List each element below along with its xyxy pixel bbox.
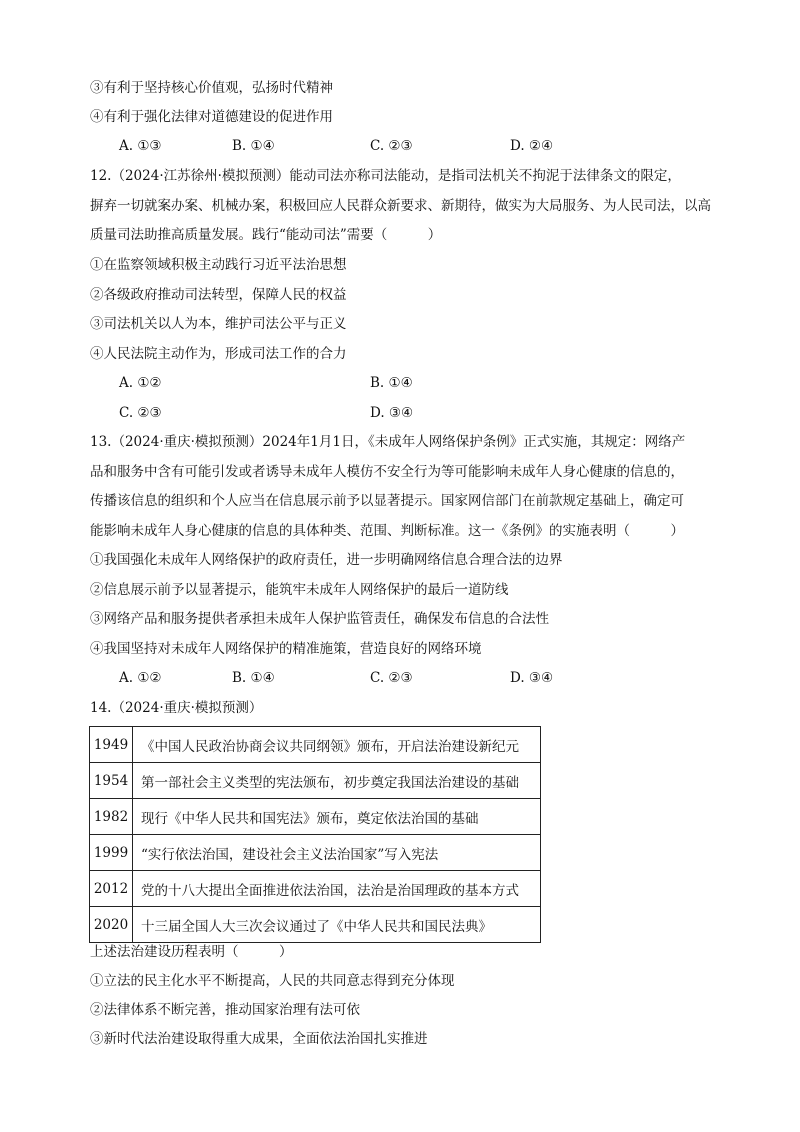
q11-item-4: ④有利于强化法律对道德建设的促进作用: [90, 109, 333, 125]
q13-item-2: ②信息展示前予以显著提示，能筑牢未成年人网络保护的最后一道防线: [90, 582, 509, 598]
table-row: [90, 727, 541, 763]
q13-item-4: ④我国坚持对未成年人网络保护的精准施策，营造良好的网络环境: [90, 641, 482, 657]
q11-item-3: ③有利于坚持核心价值观，弘扬时代精神: [90, 80, 333, 96]
q13-stem-line-4: 能影响未成年人身心健康的信息的具体种类、范围、判断标准。这一《条例》的实施表明（ ）: [90, 523, 684, 539]
q13-stem-line-1: 13.（2024·重庆·模拟预测）2024年1月1日，《未成年人网络保护条例》正式实施，其规定：网络产: [90, 434, 686, 450]
q12-stem-line-1: 12.（2024·江苏徐州·模拟预测）能动司法亦称司法能动，是指司法机关不拘泥于法律条文的限定，: [90, 168, 681, 184]
q11-option-d: D. ②④: [510, 138, 554, 154]
q13-item-3: ③网络产品和服务提供者承担未成年人保护监管责任，确保发布信息的合法性: [90, 611, 549, 627]
event-cell: 十三届全国人大三次会议通过了《中华人民共和国民法典》: [133, 907, 541, 943]
q11-option-a: A. ①③: [119, 138, 162, 154]
q14-item-1: ①立法的民主化水平不断提高，人民的共同意志得到充分体现: [90, 973, 455, 989]
event-cell: 党的十八大提出全面推进依法治国，法治是治国理政的基本方式: [133, 871, 541, 907]
q13-item-1: ①我国强化未成年人网络保护的政府责任，进一步明确网络信息合理合法的边界: [90, 552, 563, 568]
q14-item-2: ②法律体系不断完善，推动国家治理有法可依: [90, 1002, 360, 1018]
table-row: [90, 871, 541, 907]
q11-option-c: C. ②③: [370, 138, 413, 154]
table-row: [90, 763, 541, 799]
event-cell: 现行《中华人民共和国宪法》颁布，奠定依法治国的基础: [133, 799, 541, 835]
q13-option-d: D. ③④: [510, 670, 554, 686]
q12-option-c: C. ②③: [119, 405, 162, 421]
q12-item-4: ④人民法院主动作为，形成司法工作的合力: [90, 346, 347, 362]
q13-option-a: A. ①②: [119, 670, 162, 686]
q13-option-c: C. ②③: [370, 670, 413, 686]
q12-option-a: A. ①②: [119, 375, 162, 391]
q13-stem-line-2: 品和服务中含有可能引发或者诱导未成年人模仿不安全行为等可能影响未成年人身心健康的信息的，: [90, 464, 684, 480]
table-row: [90, 835, 541, 871]
year-cell: 1999: [90, 835, 133, 871]
event-cell: 《中国人民政治协商会议共同纲领》颁布，开启法治建设新纪元: [133, 727, 541, 763]
year-cell: 1949: [90, 727, 133, 763]
table-row: [90, 907, 541, 943]
event-cell: 第一部社会主义类型的宪法颁布，初步奠定我国法治建设的基础: [133, 763, 541, 799]
year-cell: 1982: [90, 799, 133, 835]
year-cell: 2012: [90, 871, 133, 907]
q12-option-b: B. ①④: [370, 375, 413, 391]
q14-stem: 上述法治建设历程表明（ ）: [90, 944, 293, 960]
q13-option-b: B. ①④: [232, 670, 275, 686]
year-cell: 2020: [90, 907, 133, 943]
q12-stem-line-2: 摒弃一切就案办案、机械办案，积极回应人民群众新要求、新期待，做实为大局服务、为人民司法，以高: [90, 198, 711, 214]
q12-item-3: ③司法机关以人为本，维护司法公平与正义: [90, 316, 347, 332]
q11-option-b: B. ①④: [232, 138, 275, 154]
q12-item-2: ②各级政府推动司法转型，保障人民的权益: [90, 287, 347, 303]
q14-item-3: ③新时代法治建设取得重大成果，全面依法治国扎实推进: [90, 1031, 428, 1047]
q12-item-1: ①在监察领域积极主动践行习近平法治思想: [90, 257, 347, 273]
year-cell: 1954: [90, 763, 133, 799]
q12-option-d: D. ③④: [370, 405, 414, 421]
q13-stem-line-3: 传播该信息的组织和个人应当在信息展示前予以显著提示。国家网信部门在前款规定基础上，确定可: [90, 493, 684, 509]
q14-header: 14.（2024·重庆·模拟预测）: [90, 700, 263, 716]
event-cell: “实行依法治国，建设社会主义法治国家”写入宪法: [133, 835, 541, 871]
table-row: [90, 799, 541, 835]
law-history-table: [89, 726, 541, 943]
q12-stem-line-3: 质量司法助推高质量发展。践行“能动司法”需要（ ）: [90, 227, 442, 243]
